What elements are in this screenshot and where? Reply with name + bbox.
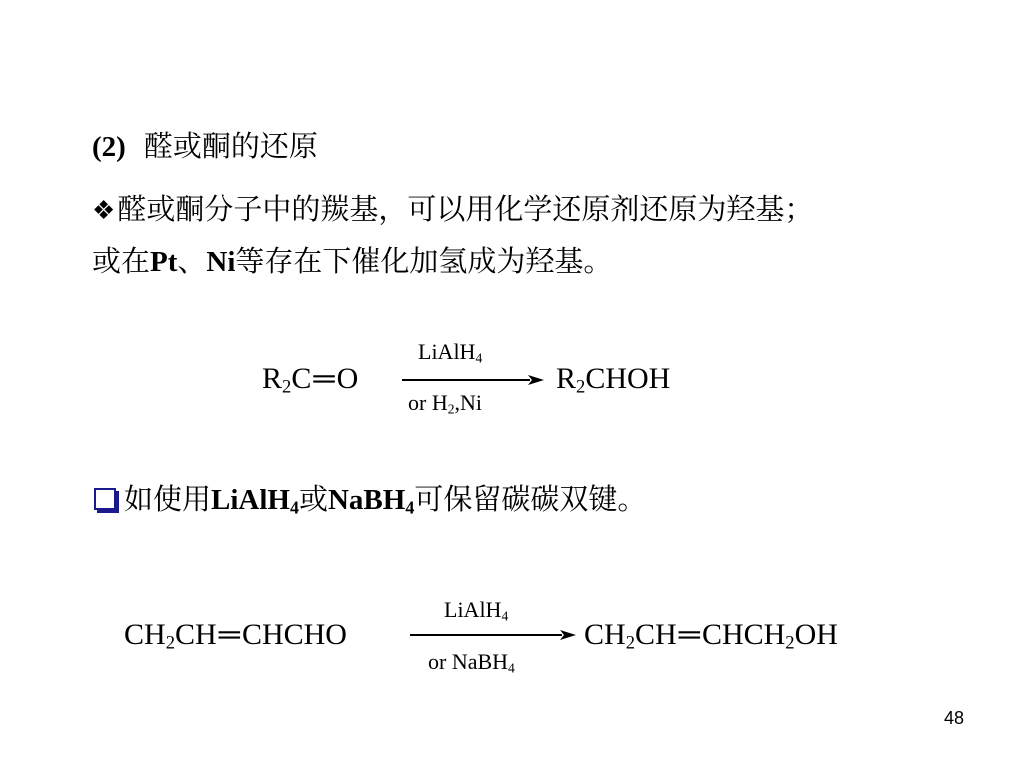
text-segment: 或在 <box>92 246 151 278</box>
reaction-2-reagent-above: LiAlH$_4$ <box>444 597 509 624</box>
section-heading <box>92 128 318 166</box>
paragraph-line-3 <box>92 480 646 520</box>
reaction-1-product: $R_2CHOH$ <box>556 362 671 398</box>
text-segment: 可保留碳碳双键。 <box>414 484 647 516</box>
square-bullet-icon <box>94 488 116 510</box>
reagent-lialh4: LiAlH$_4$ <box>211 484 299 518</box>
page-number: 48 <box>943 708 964 728</box>
catalyst-ni: Ni <box>206 246 236 278</box>
reaction-1-reagent-below: or $H_2,Ni$ <box>408 390 483 417</box>
paragraph-text: 醛或酮分子中的羰基，可以用化学还原剂还原为羟基； <box>117 194 814 226</box>
text-segment: 等存在下催化加氢成为羟基。 <box>235 246 613 278</box>
reaction-2-reagent-below: or NaBH$_4$ <box>428 649 515 676</box>
section-number: (2) <box>92 131 126 163</box>
section-title: 醛或酮的还原 <box>143 131 318 163</box>
reaction-2-reactant: $CH_2CH═CHCHO$ <box>124 618 347 654</box>
reaction-1-reactant: $R_2C═O$ <box>262 362 359 398</box>
paragraph-line-2 <box>92 242 612 282</box>
reaction-1-reagent-above: LiAlH$_4$ <box>418 339 483 366</box>
reagent-nabh4: NaBH$_4$ <box>327 484 415 518</box>
reaction-2-product: $CH_2CH═CHCH_2OH$ <box>584 618 838 654</box>
paragraph-line-1 <box>92 190 813 231</box>
text-segment: 如使用 <box>124 484 212 516</box>
diamond-bullet-icon: ❖ <box>92 196 116 225</box>
text-segment: 、 <box>177 246 207 278</box>
catalyst-pt: Pt <box>150 246 178 278</box>
text-segment: 或 <box>298 484 328 516</box>
